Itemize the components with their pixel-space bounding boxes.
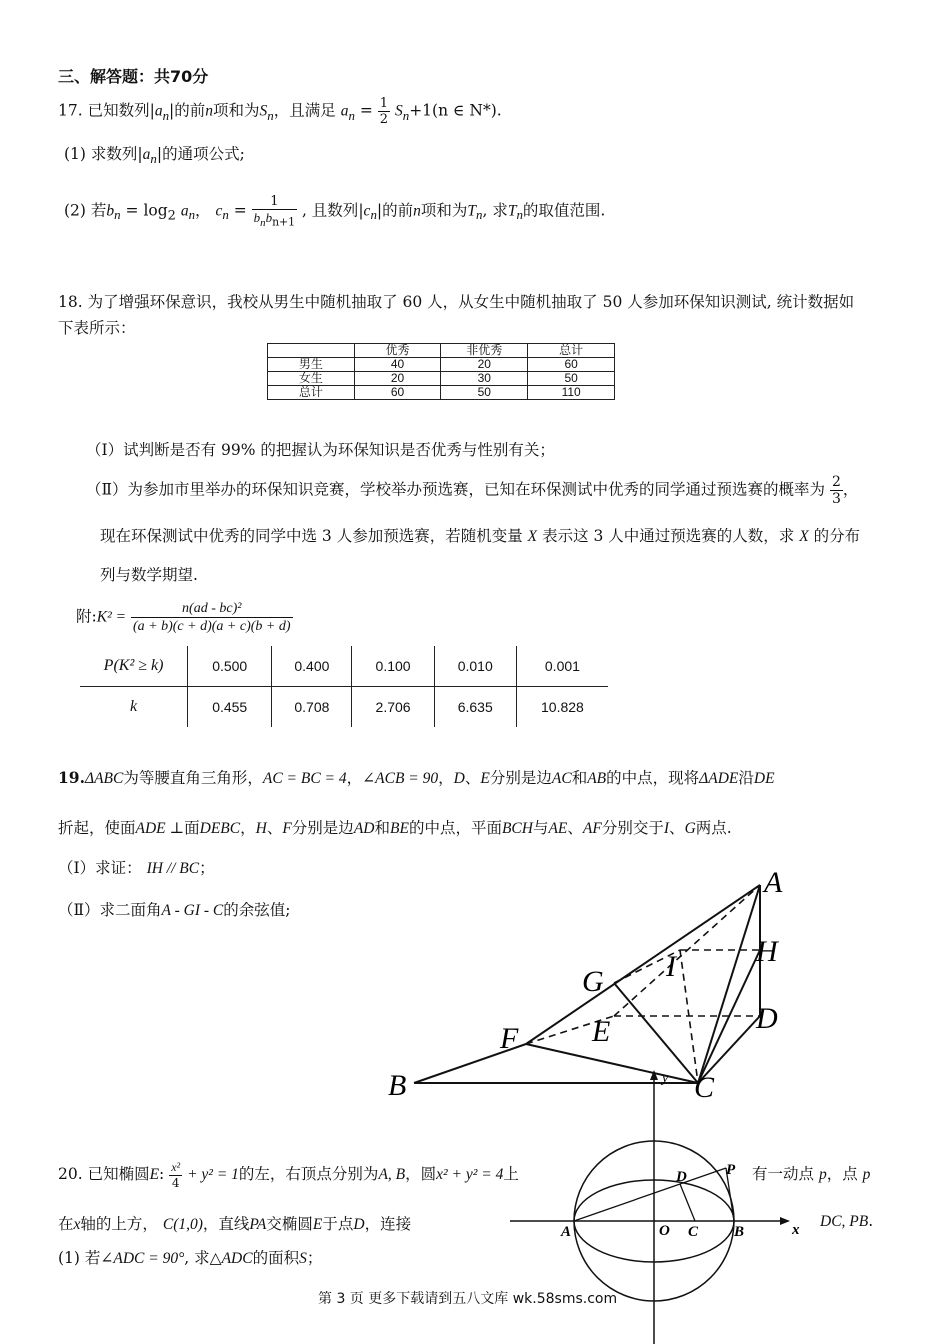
point-h-label: H xyxy=(756,935,778,968)
q18-part2: （Ⅱ）为参加市里举办的环保知识竞赛，学校举办预选赛，已知在环保测试中优秀的同学通过预选赛的概率为 $\frac{2}{3}$ ， xyxy=(86,474,859,507)
point-b-label: B xyxy=(388,1069,407,1102)
q19-part2: （Ⅱ）求二面角A - GI - C的余弦值; xyxy=(58,901,291,919)
fig2-b-label: B xyxy=(734,1224,745,1240)
q18-part2-cont: 现在环保测试中优秀的同学中选 3 人参加预选赛，若随机变量 X 表示这 3 人中通过预选赛的人数，求 X 的分布 xyxy=(100,527,861,545)
point-g-label: G xyxy=(582,965,604,998)
q19-part1: （Ⅰ）求证： IH // BC； xyxy=(58,859,215,877)
fig2-p-label: P xyxy=(726,1162,736,1178)
q17-part2: (2) 若$b_n = \log_2 a_n$， $c_n$ = $\frac{1}{b_nb_{n+1}}$ , 且数列$|c_n|$的前n项和为$T_n$, 求$T_n$的取值范围. xyxy=(64,194,606,229)
q20-line2: 在x轴的上方， C(1,0)，直线PA交椭圆E于点D，连接 xyxy=(58,1215,412,1233)
y-axis-label: y xyxy=(662,1071,669,1086)
q18-part1: （Ⅰ）试判断是否有 99% 的把握认为环保知识是否优秀与性别有关； xyxy=(86,441,555,459)
point-a-label: A xyxy=(764,866,783,899)
q20-line1-right: 有一动点 p，点 p xyxy=(752,1165,871,1183)
table-row: 优秀 非优秀 总计 xyxy=(268,344,615,358)
q19-line1: 19.ΔABC为等腰直角三角形，AC = BC = 4，∠ACB = 90，D、E分别是边AC和AB的中点，现将ΔADE沿DE xyxy=(58,768,775,787)
k2-formula: 附:K² = $\frac{\text{n(ad - bc)²}}{(a + b)(c + d)(a + c)(b + d)}$ xyxy=(76,601,291,634)
page-footer: 第 3 页 更多下载请到五八文库 wk.58sms.com xyxy=(318,1291,618,1307)
fig2-a-label: A xyxy=(561,1224,572,1240)
point-f-label: F xyxy=(500,1022,519,1055)
q20-line2-right: DC, PB. xyxy=(820,1212,874,1230)
q17-part1: (1) 求数列$|a_n|$的通项公式; xyxy=(64,145,245,167)
fig2-o-label: O xyxy=(659,1223,670,1239)
table-row: 总计 60 50 110 xyxy=(268,386,615,400)
q18-part2-end: 列与数学期望. xyxy=(100,566,198,584)
point-i-label: I xyxy=(666,950,676,983)
table-row: 女生 20 30 50 xyxy=(268,372,615,386)
fig2-x-label: x xyxy=(792,1222,800,1238)
q20-line1: 20. 已知椭圆E: $\frac{\text{x²}}{4}$ + y² = 1的左，右顶点分别为A, B，圆x² + y² = 4上 xyxy=(58,1160,519,1190)
point-d-label: D xyxy=(756,1002,778,1035)
q20-part1: (1) 若∠ADC = 90°, 求△ADC的面积S； xyxy=(58,1249,323,1267)
fig2-c-label: C xyxy=(688,1224,699,1240)
table-row: P(K² ≥ k) 0.500 0.400 0.100 0.010 0.001 xyxy=(80,646,608,687)
point-c-label: C xyxy=(694,1071,715,1104)
q19-line2: 折起，使面ADE ⊥面DEBC，H、F分别是边AD和BE的中点，平面BCH与AE、AF分别交于I、G两点. xyxy=(58,819,732,837)
fig2-d-label: D xyxy=(676,1169,687,1185)
table-row: k 0.455 0.708 2.706 6.635 10.828 xyxy=(80,687,608,728)
table-row: 男生 40 20 60 xyxy=(268,358,615,372)
q18-line1: 18. 为了增强环保意识，我校从男生中随机抽取了 60 人，从女生中随机抽取了 50 人参加环保知识测试, 统计数据如 xyxy=(58,293,855,311)
q17-stem: 17. 已知数列$|a_n|$的前n项和为$S_n$，且满足 $a_n$ = $\frac{1}{2}$ $S_n+1(n$ ∈ N*). xyxy=(58,96,502,127)
q18-line2: 下表所示： xyxy=(58,319,136,337)
section-title: 三、解答题：共70分 xyxy=(58,67,209,86)
point-e-label: E xyxy=(592,1015,611,1048)
